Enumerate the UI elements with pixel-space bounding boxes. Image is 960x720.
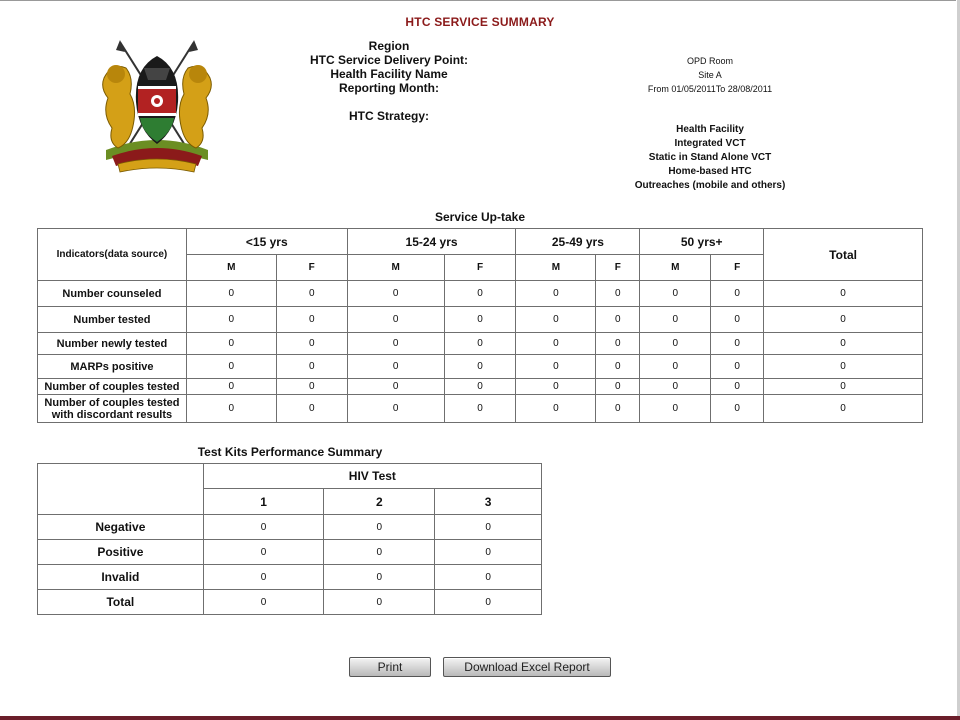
download-excel-button[interactable]: Download Excel Report <box>443 657 611 677</box>
delivery-point-label: HTC Service Delivery Point: <box>309 53 469 67</box>
table-row <box>38 590 542 615</box>
sex-header-f: F <box>711 255 764 281</box>
table-row <box>38 281 923 307</box>
total-header: Total <box>764 229 923 281</box>
test-kits-title: Test Kits Performance Summary <box>197 445 383 459</box>
kit-column-header: 3 <box>435 489 542 515</box>
age-group-header: 50 yrs+ <box>640 229 764 255</box>
indicator-label: Number tested <box>38 307 187 333</box>
table-cell-total: 0 <box>764 281 923 307</box>
page-title: HTC SERVICE SUMMARY <box>405 15 555 29</box>
kit-row-label: Positive <box>38 540 204 565</box>
table-row <box>38 333 923 355</box>
table-cell: 0 <box>347 395 444 423</box>
print-button[interactable]: Print <box>349 657 431 677</box>
table-cell: 0 <box>640 395 711 423</box>
table-cell: 0 <box>186 333 276 355</box>
table-cell: 0 <box>516 355 596 379</box>
kit-row-label: Negative <box>38 515 204 540</box>
kit-row-label: Invalid <box>38 565 204 590</box>
report-labels <box>300 39 478 95</box>
table-cell: 0 <box>276 281 347 307</box>
table-cell: 0 <box>711 395 764 423</box>
table-cell: 0 <box>444 379 516 395</box>
service-uptake-title: Service Up-take <box>434 210 526 224</box>
table-cell: 0 <box>640 333 711 355</box>
table-cell: 0 <box>516 379 596 395</box>
table-cell: 0 <box>711 307 764 333</box>
delivery-point-value: OPD Room <box>686 56 733 66</box>
strategy-item: Home-based HTC <box>668 166 752 177</box>
age-group-header: 25-49 yrs <box>516 229 640 255</box>
table-cell-total: 0 <box>764 379 923 395</box>
table-cell: 0 <box>276 379 347 395</box>
table-cell: 0 <box>640 307 711 333</box>
kit-row-label: Total <box>38 590 204 615</box>
strategy-item: Static in Stand Alone VCT <box>648 152 772 163</box>
sex-header-f: F <box>596 255 640 281</box>
table-cell: 0 <box>596 333 640 355</box>
table-cell: 0 <box>203 590 324 615</box>
table-cell: 0 <box>276 395 347 423</box>
sex-header-m: M <box>516 255 596 281</box>
table-cell: 0 <box>711 379 764 395</box>
table-cell: 0 <box>324 515 435 540</box>
table-cell: 0 <box>596 355 640 379</box>
hiv-test-header: HIV Test <box>203 464 541 489</box>
table-cell: 0 <box>347 379 444 395</box>
facility-name-label: Health Facility Name <box>330 67 448 81</box>
table-cell: 0 <box>276 333 347 355</box>
table-cell: 0 <box>596 307 640 333</box>
table-cell: 0 <box>596 281 640 307</box>
table-cell: 0 <box>516 281 596 307</box>
table-cell: 0 <box>444 281 516 307</box>
age-group-header: 15-24 yrs <box>347 229 516 255</box>
table-cell: 0 <box>711 355 764 379</box>
indicator-label: Number of couples tested with discordant results <box>38 395 187 423</box>
table-cell: 0 <box>324 540 435 565</box>
table-cell: 0 <box>444 395 516 423</box>
kit-column-header: 1 <box>203 489 324 515</box>
report-values <box>620 54 800 96</box>
strategy-item: Outreaches (mobile and others) <box>634 180 786 191</box>
service-uptake-table <box>37 228 923 423</box>
table-cell: 0 <box>711 281 764 307</box>
reporting-month-value: From 01/05/2011To 28/08/2011 <box>647 84 773 94</box>
table-cell: 0 <box>640 379 711 395</box>
table-cell: 0 <box>640 355 711 379</box>
sex-header-f: F <box>444 255 516 281</box>
strategy-label: HTC Strategy: <box>348 109 429 123</box>
table-cell: 0 <box>186 379 276 395</box>
table-cell: 0 <box>203 540 324 565</box>
table-row <box>38 355 923 379</box>
table-cell: 0 <box>324 565 435 590</box>
table-cell: 0 <box>444 355 516 379</box>
strategy-item: Health Facility <box>676 124 744 135</box>
table-cell: 0 <box>435 590 542 615</box>
reporting-month-label: Reporting Month: <box>339 81 439 95</box>
page-bottom-bar <box>0 716 960 720</box>
table-cell: 0 <box>347 333 444 355</box>
table-cell: 0 <box>516 333 596 355</box>
indicator-label: Number newly tested <box>38 333 187 355</box>
table-cell: 0 <box>435 540 542 565</box>
table-cell: 0 <box>444 333 516 355</box>
indicator-label: Number counseled <box>38 281 187 307</box>
table-cell: 0 <box>444 307 516 333</box>
table-cell: 0 <box>186 395 276 423</box>
table-cell: 0 <box>276 307 347 333</box>
table-row <box>38 307 923 333</box>
indicator-label: MARPs positive <box>38 355 187 379</box>
table-cell: 0 <box>276 355 347 379</box>
sex-header-m: M <box>186 255 276 281</box>
sex-header-f: F <box>276 255 347 281</box>
indicator-label: Number of couples tested <box>38 379 187 395</box>
sex-header-m: M <box>347 255 444 281</box>
kit-column-header: 2 <box>324 489 435 515</box>
facility-name-value: Site A <box>698 70 722 80</box>
table-cell: 0 <box>186 307 276 333</box>
indicator-header: Indicators(data source) <box>38 229 187 281</box>
table-cell: 0 <box>186 281 276 307</box>
age-group-header: <15 yrs <box>186 229 347 255</box>
table-row <box>38 540 542 565</box>
table-cell-total: 0 <box>764 355 923 379</box>
sex-header-m: M <box>640 255 711 281</box>
table-cell: 0 <box>711 333 764 355</box>
table-cell-total: 0 <box>764 307 923 333</box>
table-cell: 0 <box>347 307 444 333</box>
table-cell: 0 <box>516 395 596 423</box>
table-cell: 0 <box>347 355 444 379</box>
strategy-list <box>620 123 800 193</box>
table-cell: 0 <box>435 565 542 590</box>
page-border-top <box>0 0 956 1</box>
table-cell: 0 <box>640 281 711 307</box>
table-cell-total: 0 <box>764 333 923 355</box>
table-cell: 0 <box>186 355 276 379</box>
table-cell: 0 <box>596 379 640 395</box>
table-cell: 0 <box>596 395 640 423</box>
table-row <box>38 395 923 423</box>
table-cell: 0 <box>347 281 444 307</box>
table-cell: 0 <box>203 515 324 540</box>
table-cell: 0 <box>516 307 596 333</box>
coat-of-arms-emblem <box>98 38 216 176</box>
table-row <box>38 379 923 395</box>
table-row <box>38 515 542 540</box>
table-cell: 0 <box>324 590 435 615</box>
strategy-item: Integrated VCT <box>674 138 746 149</box>
table-cell: 0 <box>203 565 324 590</box>
table-cell-total: 0 <box>764 395 923 423</box>
region-label: Region <box>368 39 410 53</box>
test-kits-table <box>37 463 542 615</box>
table-row <box>38 565 542 590</box>
kits-corner-cell <box>38 464 204 515</box>
table-cell: 0 <box>435 515 542 540</box>
